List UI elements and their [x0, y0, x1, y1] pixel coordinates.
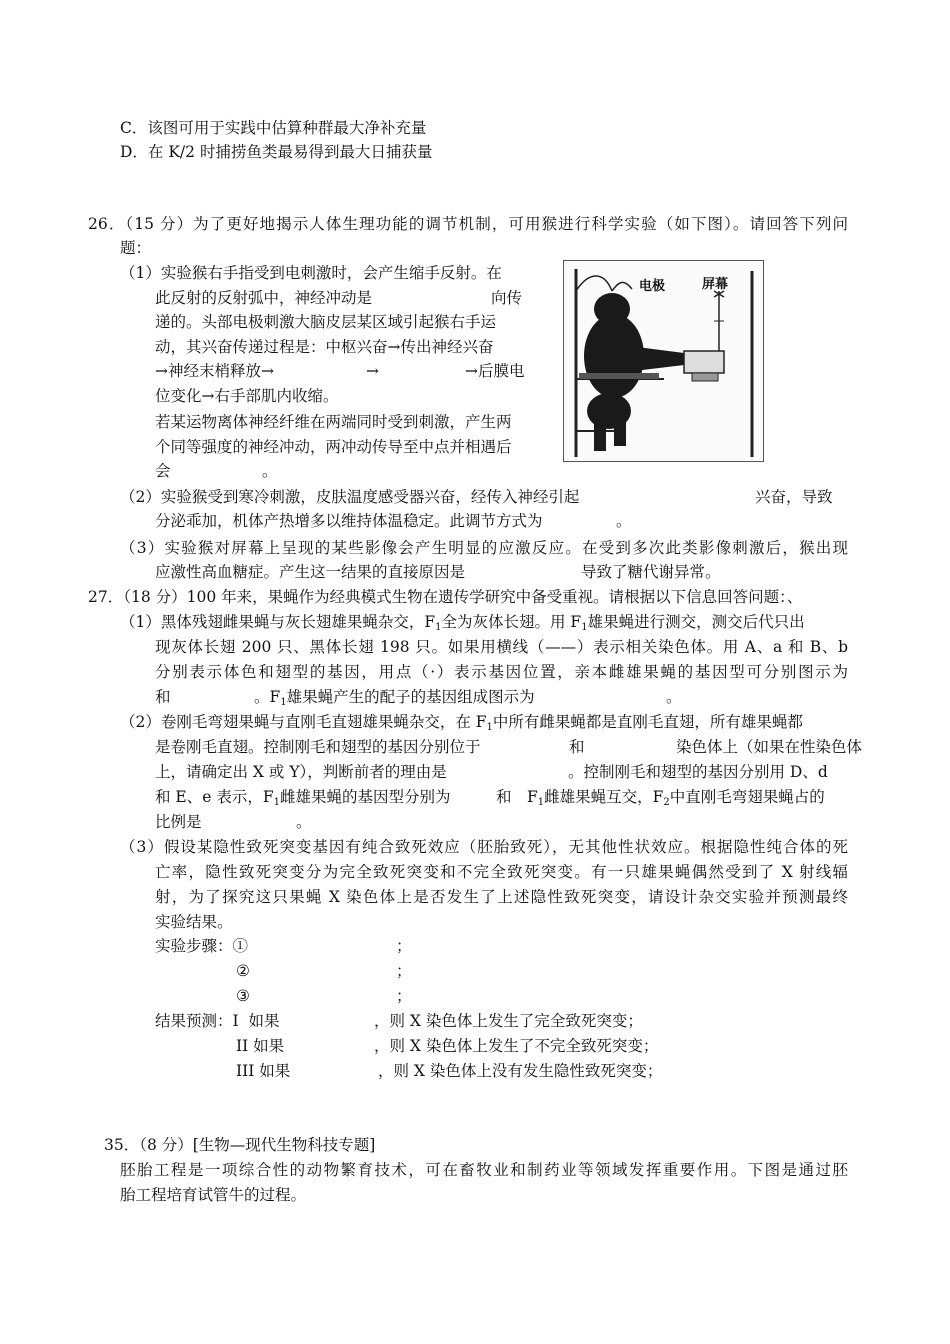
q26-p1-line5a: →神经末梢释放→ [155, 362, 274, 380]
q26-p1-line7: 若某运物离体神经纤维在两端同时受到刺激，产生两 [155, 413, 512, 431]
step3-label: ③ [236, 987, 250, 1005]
q27-p2-line4d: $F_1$雌雄果蝇互交，$F_2$中直刚毛弯翅果蝇占的 [527, 788, 825, 808]
q26-p1-line4: 动，其兴奋传递过程是：中枢兴奋→传出神经兴奋 [155, 338, 494, 356]
q26-p1-line9b: 。 [262, 462, 278, 480]
q26-stem-line1: 26．（15 分）为了更好地揭示人体生理功能的调节机制，可用猴进行科学实验（如下图）。请回答下列问 [88, 215, 848, 233]
option-d: D．在 K/2 时捕捞鱼类最易得到最大日捕获量 [120, 143, 433, 161]
q27-p3-line4: 实验结果。 [155, 913, 233, 931]
q26-p2-line2a: 分泌乖加，机体产热增多以维持体温稳定。此调节方式为 [155, 512, 543, 530]
q27-p1-line4a: 和 [155, 688, 171, 706]
q26-p3-line2a: 应激性高血糖症。产生这一结果的直接原因是 [155, 563, 466, 581]
monkey-experiment-figure [563, 260, 764, 462]
step2-label: ② [236, 962, 250, 980]
q26-p1-line5b: → [366, 362, 379, 380]
q27-p3-line3: 射，为了探究这只果蝇 X 染色体上是否发生了上述隐性致死突变，请设计杂交实验并预测最终 [155, 888, 848, 906]
q27-p1-line3: 分别表示体色和翅型的基因，用点（·）表示基因位置，亲本雌雄果蝇的基因型可分别图示为 [155, 663, 848, 681]
q26-p1-line5c: →后膜电 [465, 362, 525, 380]
q26-p2-line1b: 兴奋，导致 [755, 488, 833, 506]
q27-p2-line4c: 和 [496, 788, 512, 806]
option-c: C．该图可用于实践中估算种群最大净补充量 [120, 119, 427, 137]
result3-end: ，则 X 染色体上没有发生隐性致死突变； [378, 1062, 663, 1080]
q27-p1-line1: （1）黑体残翅雌果蝇与灰长翅雄果蝇杂交，$F_1$全为灰体长翅。用 $F_1$雄果蝇进行测交，测交后代只出 [120, 613, 805, 633]
q26-p2-line2b: 。 [616, 512, 632, 530]
q27-p2-line2a: 是卷刚毛直翅。控制刚毛和翅型的基因分别位于 [155, 738, 481, 756]
q26-p1-line8: 个同等强度的神经冲动，两冲动传导至中点并相遇后 [155, 438, 512, 456]
q26-p3-line1: （3）实验猴对屏幕上呈现的某些影像会产生明显的应激反应。在受到多次此类影像刺激后，猴出现 [120, 539, 848, 557]
q26-p3-line2b: 导致了糖代谢异常。 [581, 563, 721, 581]
step1-end: ； [396, 937, 412, 955]
result2-label: II 如果 [236, 1037, 285, 1055]
result3-label: III 如果 [236, 1062, 291, 1080]
result2-end: ，则 X 染色体上发生了不完全致死突变； [374, 1037, 659, 1055]
q26-p1-line2b: 向传 [491, 289, 523, 307]
q27-p2-line5a: 比例是 [155, 813, 202, 831]
q26-p1-line9a: 会 [155, 462, 171, 480]
q27-p2-line4a: 和 E、e 表示，$F_1$雌雄果蝇的基因型分别为 [155, 788, 451, 808]
q27-p1-line4b: 。$F_1$雄果蝇产生的配子的基因组成图示为 [254, 688, 535, 708]
q26-p1-line3: 递的。头部电极刺激大脑皮层某区域引起猴右手运 [155, 313, 497, 331]
q27-stem: 27．（18 分）100 年来，果蝇作为经典模式生物在遗传学研究中备受重视。请根据以下信息回答问题：、 [88, 588, 803, 606]
q27-p2-line2b: 和 [569, 738, 585, 756]
q27-p2-line5b: 。 [296, 813, 312, 831]
q26-p1-line2: 此反射的反射弧中，神经冲动是 [155, 289, 373, 307]
q27-p2-line1: （2）卷刚毛弯翅果蝇与直刚毛直翅雄果蝇杂交，在 $F_1$中所有雌果蝇都是直刚毛直翅，所有雄果蝇都 [120, 713, 803, 733]
q26-stem-line2: 题： [120, 239, 152, 257]
q27-p1-line4d: 。 [666, 688, 682, 706]
q27-p2-line3a: 上，请确定出 X 或 Y），判断前者的理由是 [155, 763, 447, 781]
electrode-label: 电极 [639, 279, 666, 294]
step3-end: ； [396, 987, 412, 1005]
q27-p3-line2: 亡率，隐性致死突变分为完全致死突变和不完全致死突变。有一只雄果蝇偶然受到了 X 射线辐 [155, 863, 848, 881]
q35-line1: 胚胎工程是一项综合性的动物繁育技术，可在畜牧业和制药业等领域发挥重要作用。下图是通过胚 [120, 1161, 848, 1179]
q35-line2: 胎工程培育试管牛的过程。 [120, 1186, 307, 1204]
q27-p3-line1: （3）假设某隐性致死突变基因有纯合致死效应（胚胎致死），无其他性状效应。根据隐性纯合体的死 [120, 838, 848, 856]
screen-label: 屏幕 [702, 277, 729, 292]
q27-p2-line3b: 。控制刚毛和翅型的基因分别用 D、d [568, 763, 828, 781]
q26-p1-line1: （1）实验猴右手指受到电刺激时，会产生缩手反射。在 [120, 264, 502, 282]
result1-label: 结果预测：I 如果 [155, 1012, 280, 1030]
q35-title: 35．（8 分）[生物—现代生物科技专题] [104, 1136, 376, 1154]
step1-label: 实验步骤：① [155, 937, 249, 955]
q26-p1-line6: 位变化→右手部肌内收缩。 [155, 387, 339, 405]
q27-p1-line2: 现灰体长翅 200 只、黑体长翅 198 只。如果用横线（——）表示相关染色体。用 A、a 和 B、b [155, 638, 848, 656]
step2-end: ； [396, 962, 412, 980]
result1-end: ，则 X 染色体上发生了完全致死突变； [374, 1012, 643, 1030]
q27-p2-line2c: 染色体上（如果在性染色体 [676, 738, 863, 756]
q26-p2-line1a: （2）实验猴受到寒冷刺激，皮肤温度感受器兴奋，经传入神经引起 [120, 488, 580, 506]
